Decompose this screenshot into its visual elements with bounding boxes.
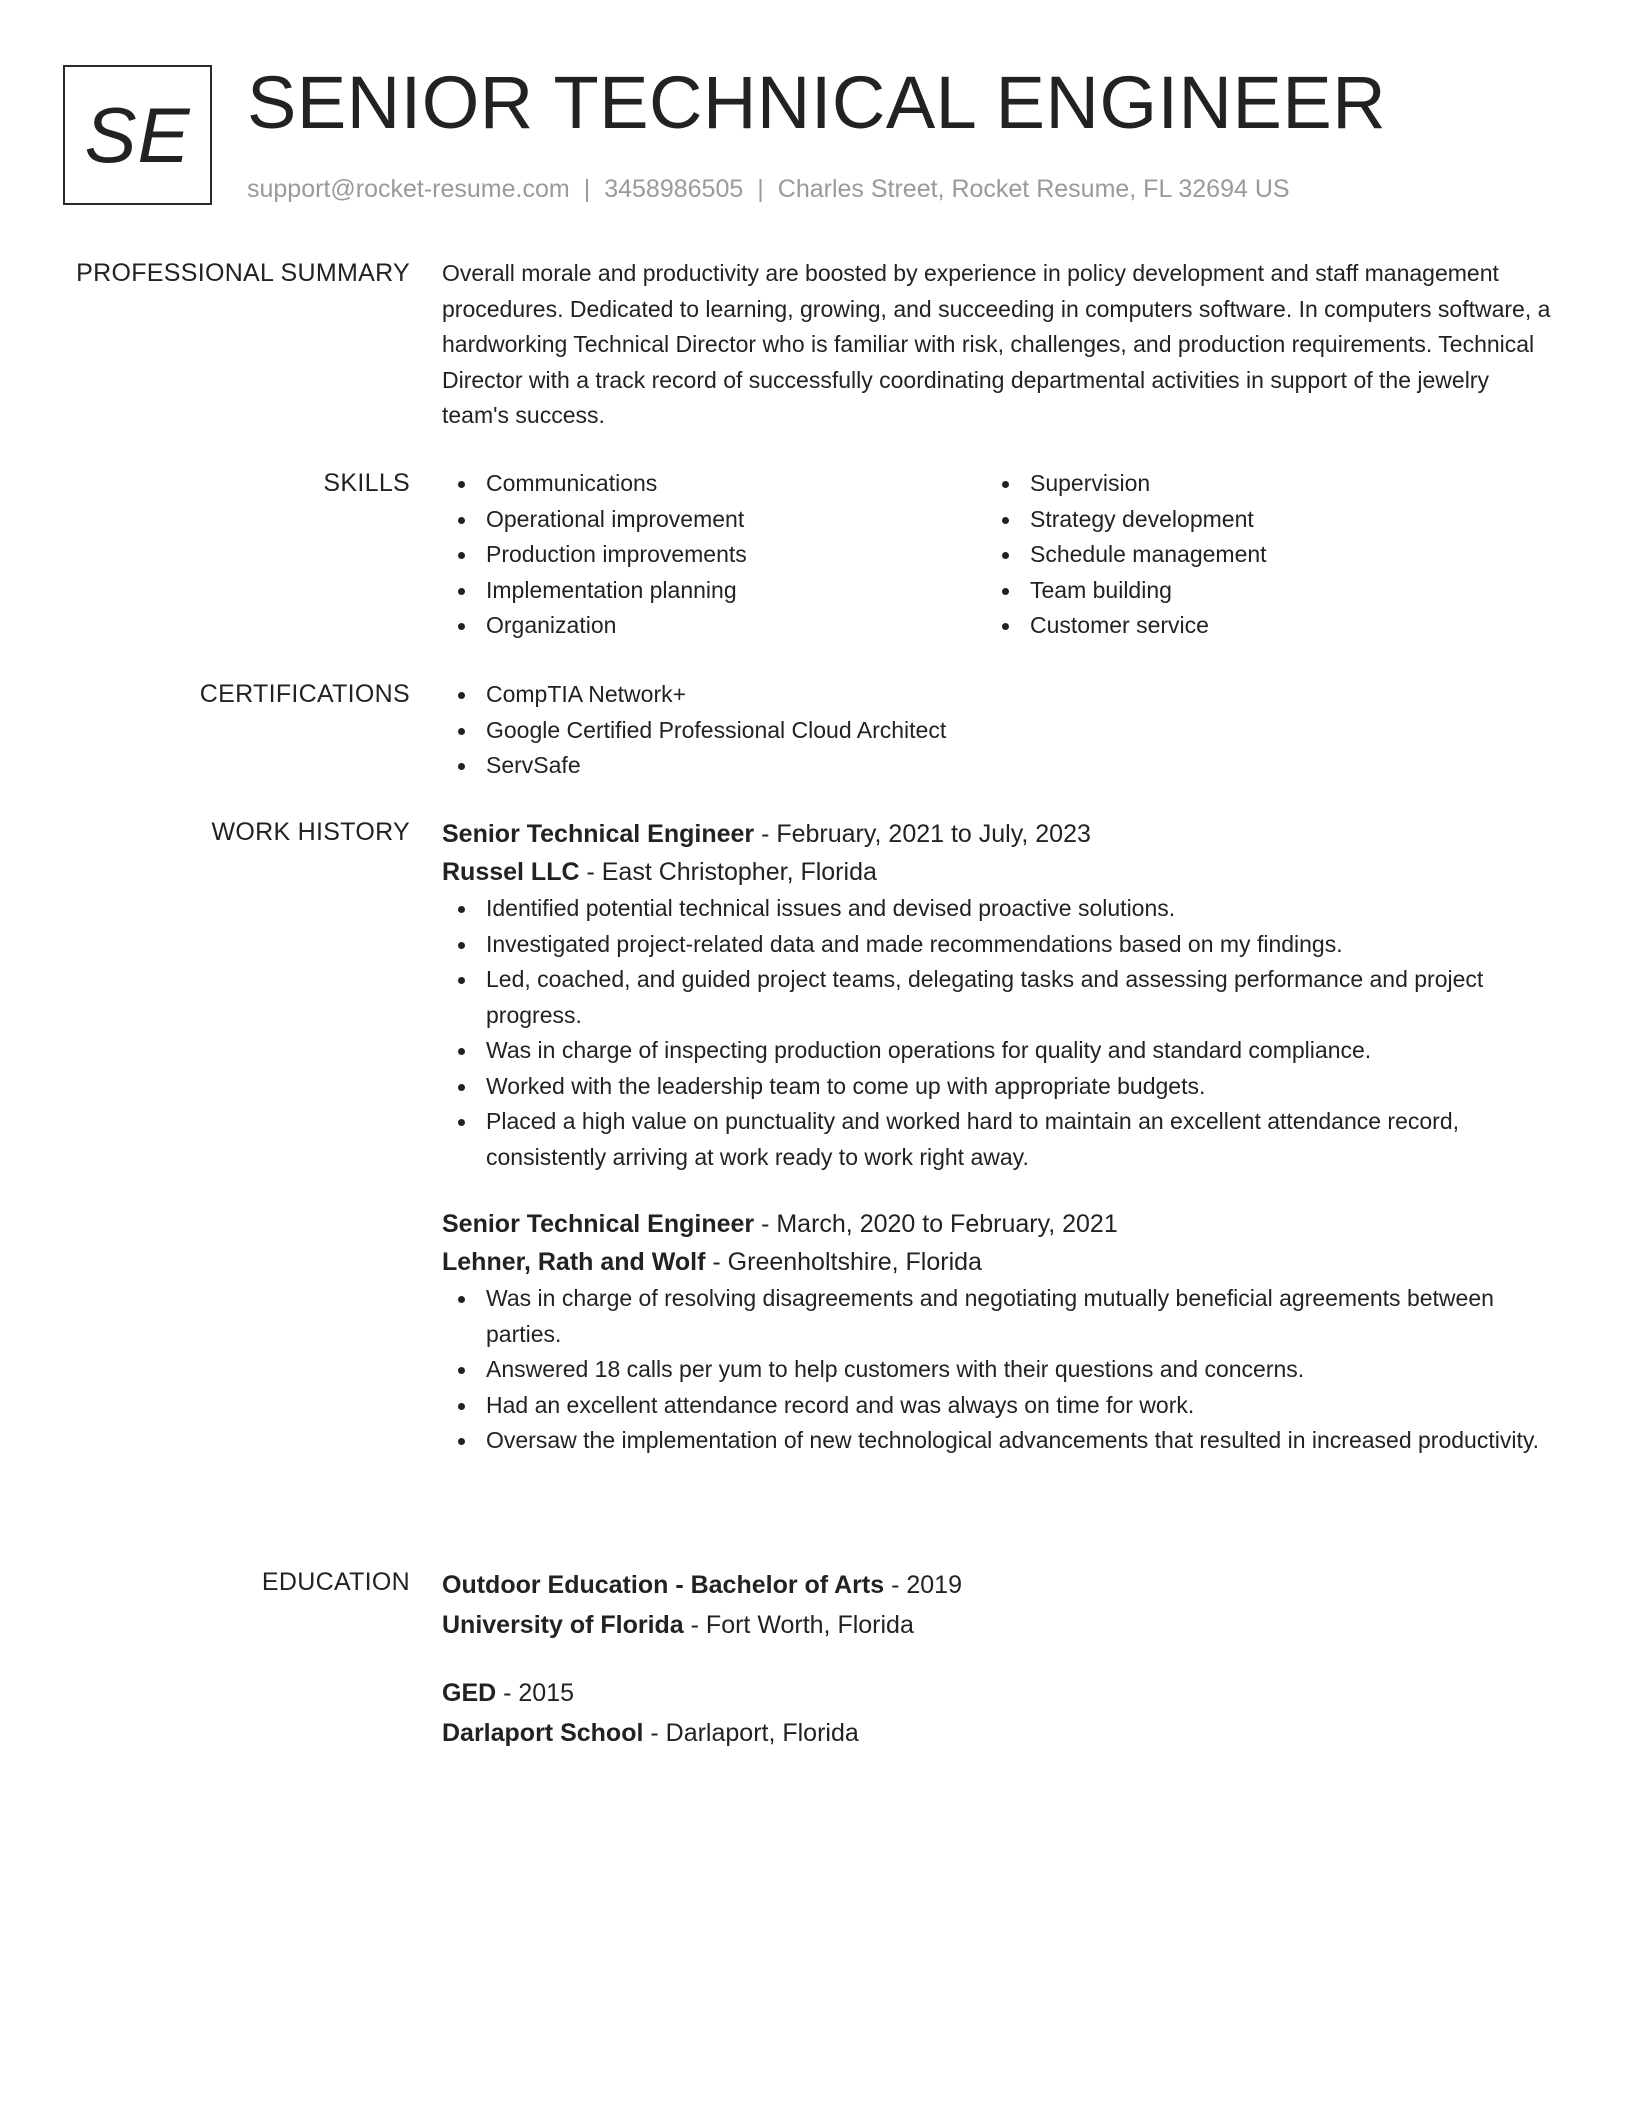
section-heading: SKILLS xyxy=(323,469,410,497)
education-entry xyxy=(442,1673,1552,1753)
initials-monogram: SE xyxy=(63,65,212,205)
skill-item: Operational improvement xyxy=(442,502,986,538)
skill-item: Customer service xyxy=(986,608,1530,644)
job-company: Russel LLC xyxy=(442,858,580,886)
section-heading: EDUCATION xyxy=(261,1568,410,1596)
section-heading: WORK HISTORY xyxy=(211,818,410,846)
education-body xyxy=(442,1565,1552,1753)
education-degree-line xyxy=(442,1565,1552,1605)
job-dates: - March, 2020 to February, 2021 xyxy=(754,1210,1118,1238)
education-location: - Darlaport, Florida xyxy=(643,1719,859,1747)
section-heading: CERTIFICATIONS xyxy=(199,680,410,708)
job-title-line xyxy=(442,1205,1552,1243)
job-bullets xyxy=(442,1281,1552,1459)
education-school: University of Florida xyxy=(442,1611,684,1639)
job-title: Senior Technical Engineer xyxy=(442,820,755,848)
skill-item: Supervision xyxy=(986,466,1530,502)
summary-text: Overall morale and productivity are boosted by experience in policy development and staff management procedures. Dedicated to learning, growing, and succeeding in computers software. In computers software, a hardworking Technical Director who is familiar with risk, challenges, and production requirements. Technical Director with a track record of successfully coordinating departmental activities in support of the jewelry team's success. xyxy=(442,260,1551,428)
summary-body xyxy=(442,256,1552,434)
education-entry xyxy=(442,1565,1552,1645)
job-bullet: Had an excellent attendance record and was always on time for work. xyxy=(442,1388,1552,1424)
job-dates: - February, 2021 to July, 2023 xyxy=(754,820,1091,848)
skill-item: Communications xyxy=(442,466,986,502)
skills-body xyxy=(442,466,1552,644)
job-entry xyxy=(442,815,1552,1175)
certifications-body xyxy=(442,677,1552,784)
address-text: Charles Street, Rocket Resume, FL 32694 US xyxy=(777,175,1290,203)
education-year: - 2019 xyxy=(884,1571,962,1599)
contact-line xyxy=(247,172,1290,206)
job-bullets xyxy=(442,891,1552,1175)
skill-item: Production improvements xyxy=(442,537,986,573)
education-school-line xyxy=(442,1605,1552,1645)
job-entry xyxy=(442,1205,1552,1459)
education-location: - Fort Worth, Florida xyxy=(683,1611,914,1639)
job-bullet: Worked with the leadership team to come up with appropriate budgets. xyxy=(442,1069,1552,1105)
certification-item: ServSafe xyxy=(442,748,1552,784)
job-location: - Greenholtshire, Florida xyxy=(705,1248,982,1276)
separator: | xyxy=(757,175,764,203)
section-heading: PROFESSIONAL SUMMARY xyxy=(76,259,410,287)
job-company-line xyxy=(442,1243,1552,1281)
certification-item: CompTIA Network+ xyxy=(442,677,1552,713)
skill-item: Organization xyxy=(442,608,986,644)
email-text: support@rocket-resume.com xyxy=(247,175,570,203)
job-bullet: Was in charge of resolving disagreements and negotiating mutually beneficial agreements between parties. xyxy=(442,1281,1552,1352)
education-school: Darlaport School xyxy=(442,1719,644,1747)
phone-text: 3458986505 xyxy=(604,175,744,203)
job-bullet: Answered 18 calls per yum to help customers with their questions and concerns. xyxy=(442,1352,1552,1388)
job-bullet: Led, coached, and guided project teams, delegating tasks and assessing performance and project progress. xyxy=(442,962,1552,1033)
certification-item: Google Certified Professional Cloud Architect xyxy=(442,713,1552,749)
job-bullet: Oversaw the implementation of new technological advancements that resulted in increased productivity. xyxy=(442,1423,1552,1459)
skill-item: Strategy development xyxy=(986,502,1530,538)
work-history-body xyxy=(442,815,1552,1459)
education-year: - 2015 xyxy=(496,1679,575,1707)
education-school-line xyxy=(442,1713,1552,1753)
skill-item: Schedule management xyxy=(986,537,1530,573)
education-degree: Outdoor Education - Bachelor of Arts xyxy=(442,1571,885,1599)
skill-item: Team building xyxy=(986,573,1530,609)
job-bullet: Identified potential technical issues and devised proactive solutions. xyxy=(442,891,1552,927)
job-title-line xyxy=(442,815,1552,853)
job-bullet: Investigated project-related data and made recommendations based on my findings. xyxy=(442,927,1552,963)
job-company: Lehner, Rath and Wolf xyxy=(442,1248,706,1276)
separator: | xyxy=(583,175,591,203)
job-bullet: Was in charge of inspecting production operations for quality and standard compliance. xyxy=(442,1033,1552,1069)
skills-list-left xyxy=(442,466,986,644)
page-title: SENIOR TECHNICAL ENGINEER xyxy=(247,61,1387,144)
education-degree-line xyxy=(442,1673,1552,1713)
job-bullet: Placed a high value on punctuality and worked hard to maintain an excellent attendance record, consistently arriving at work ready to work right away. xyxy=(442,1104,1552,1175)
certifications-list xyxy=(442,677,1552,784)
skill-item: Implementation planning xyxy=(442,573,986,609)
job-title: Senior Technical Engineer xyxy=(442,1210,755,1238)
skills-list-right xyxy=(986,466,1530,644)
job-location: - East Christopher, Florida xyxy=(579,858,877,886)
job-company-line xyxy=(442,853,1552,891)
education-degree: GED xyxy=(442,1679,497,1707)
